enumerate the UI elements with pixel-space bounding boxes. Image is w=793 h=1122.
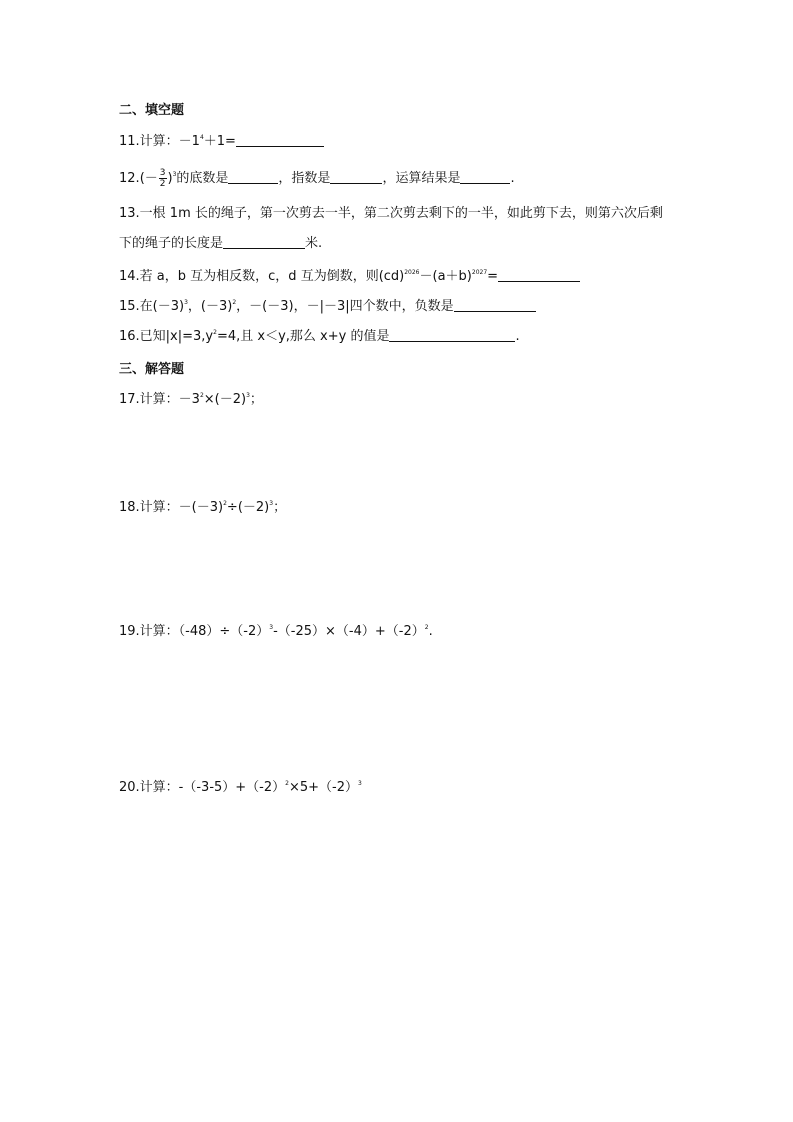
question-18-end: ； (273, 500, 287, 515)
question-16-end: . (515, 329, 520, 344)
question-14 (119, 268, 580, 286)
question-15-text-c: ，－(－3)，－|－3|四个数中，负数是 (236, 299, 454, 314)
answer-blank[interactable] (498, 268, 580, 282)
exponent: 3 (269, 624, 274, 631)
exponent: 2 (213, 329, 217, 336)
question-17-text-b: ×(－2) (203, 392, 247, 407)
exponent: 2 (232, 299, 237, 306)
answer-blank-base[interactable] (228, 170, 278, 184)
question-13-line-1: 13.一根 1m 长的绳子，第一次剪去一半，第二次剪去剩下的一半，如此剪下去，则第六次后剩 (119, 206, 663, 221)
fraction-numerator: 3 (159, 168, 166, 178)
question-19-end: . (428, 624, 433, 639)
question-16 (119, 328, 520, 346)
question-11 (119, 133, 324, 151)
exponent: 2 (285, 780, 289, 787)
question-17 (119, 391, 263, 409)
question-17-text-a: 17.计算：－3 (119, 392, 200, 407)
question-16-text-b: =4,且 x＜y,那么 x+y 的值是 (216, 329, 390, 344)
exponent: 2027 (471, 269, 488, 276)
question-11-text: 11.计算：－1 (119, 134, 200, 149)
paren-open: (－ (139, 171, 158, 186)
question-17-end: ； (249, 392, 263, 407)
question-15-text-a: 15.在(－3) (119, 299, 185, 314)
question-12-end: . (510, 171, 515, 186)
question-12-text-3: ，运算结果是 (382, 171, 461, 186)
exponent: 4 (199, 134, 204, 141)
question-14-text: 14.若 a，b 互为相反数，c，d 互为倒数，则(cd) (119, 269, 405, 284)
question-16-text-a: 16.已知|x|=3,y (119, 329, 214, 344)
answer-blank[interactable] (223, 235, 305, 249)
question-19-text-a: 19.计算：（-48）÷（-2） (119, 624, 270, 639)
answer-blank-exponent[interactable] (330, 170, 382, 184)
question-11-text-rest: ＋1= (203, 134, 236, 149)
answer-blank[interactable] (454, 298, 536, 312)
exponent: 2 (223, 500, 227, 507)
question-13-text: 下的绳子的长度是 (119, 236, 224, 251)
exponent: 3 (172, 171, 177, 178)
section-heading-solve: 三、解答题 (119, 362, 185, 377)
question-14-eq: = (487, 269, 499, 284)
question-12 (119, 168, 515, 189)
question-number: 12. (119, 171, 140, 186)
question-19 (119, 623, 433, 641)
question-12-text-1: 的底数是 (176, 171, 229, 186)
question-20-text-a: 20.计算：-（-3-5）+（-2） (119, 780, 286, 795)
question-20-text-b: ×5+（-2） (288, 780, 359, 795)
fraction (159, 168, 167, 189)
paren-close: ) (167, 171, 173, 186)
question-18 (119, 499, 286, 517)
answer-blank[interactable] (389, 328, 515, 342)
exponent: 2026 (404, 269, 420, 276)
answer-blank-result[interactable] (460, 170, 510, 184)
question-15 (119, 298, 536, 316)
exponent: 2 (424, 624, 429, 631)
exponent: 3 (358, 780, 362, 787)
exponent: 3 (269, 500, 274, 507)
answer-blank[interactable] (236, 133, 324, 147)
question-13-unit: 米. (305, 236, 323, 251)
question-14-mid: －(a＋b) (419, 269, 472, 284)
fraction-denominator: 2 (159, 179, 166, 189)
question-20 (119, 779, 362, 797)
exponent: 2 (199, 392, 204, 399)
question-18-text-a: 18.计算：－(－3) (119, 500, 224, 515)
question-13-line-2 (119, 235, 322, 253)
exponent: 3 (184, 299, 188, 306)
section-heading-fill-in: 二、填空题 (119, 103, 185, 118)
exponent: 3 (246, 392, 250, 399)
question-15-text-b: ，(－3) (187, 299, 233, 314)
question-19-text-b: -（-25）×（-4）+（-2） (273, 624, 425, 639)
question-18-text-b: ÷(－2) (226, 500, 270, 515)
question-12-text-2: ，指数是 (278, 171, 331, 186)
